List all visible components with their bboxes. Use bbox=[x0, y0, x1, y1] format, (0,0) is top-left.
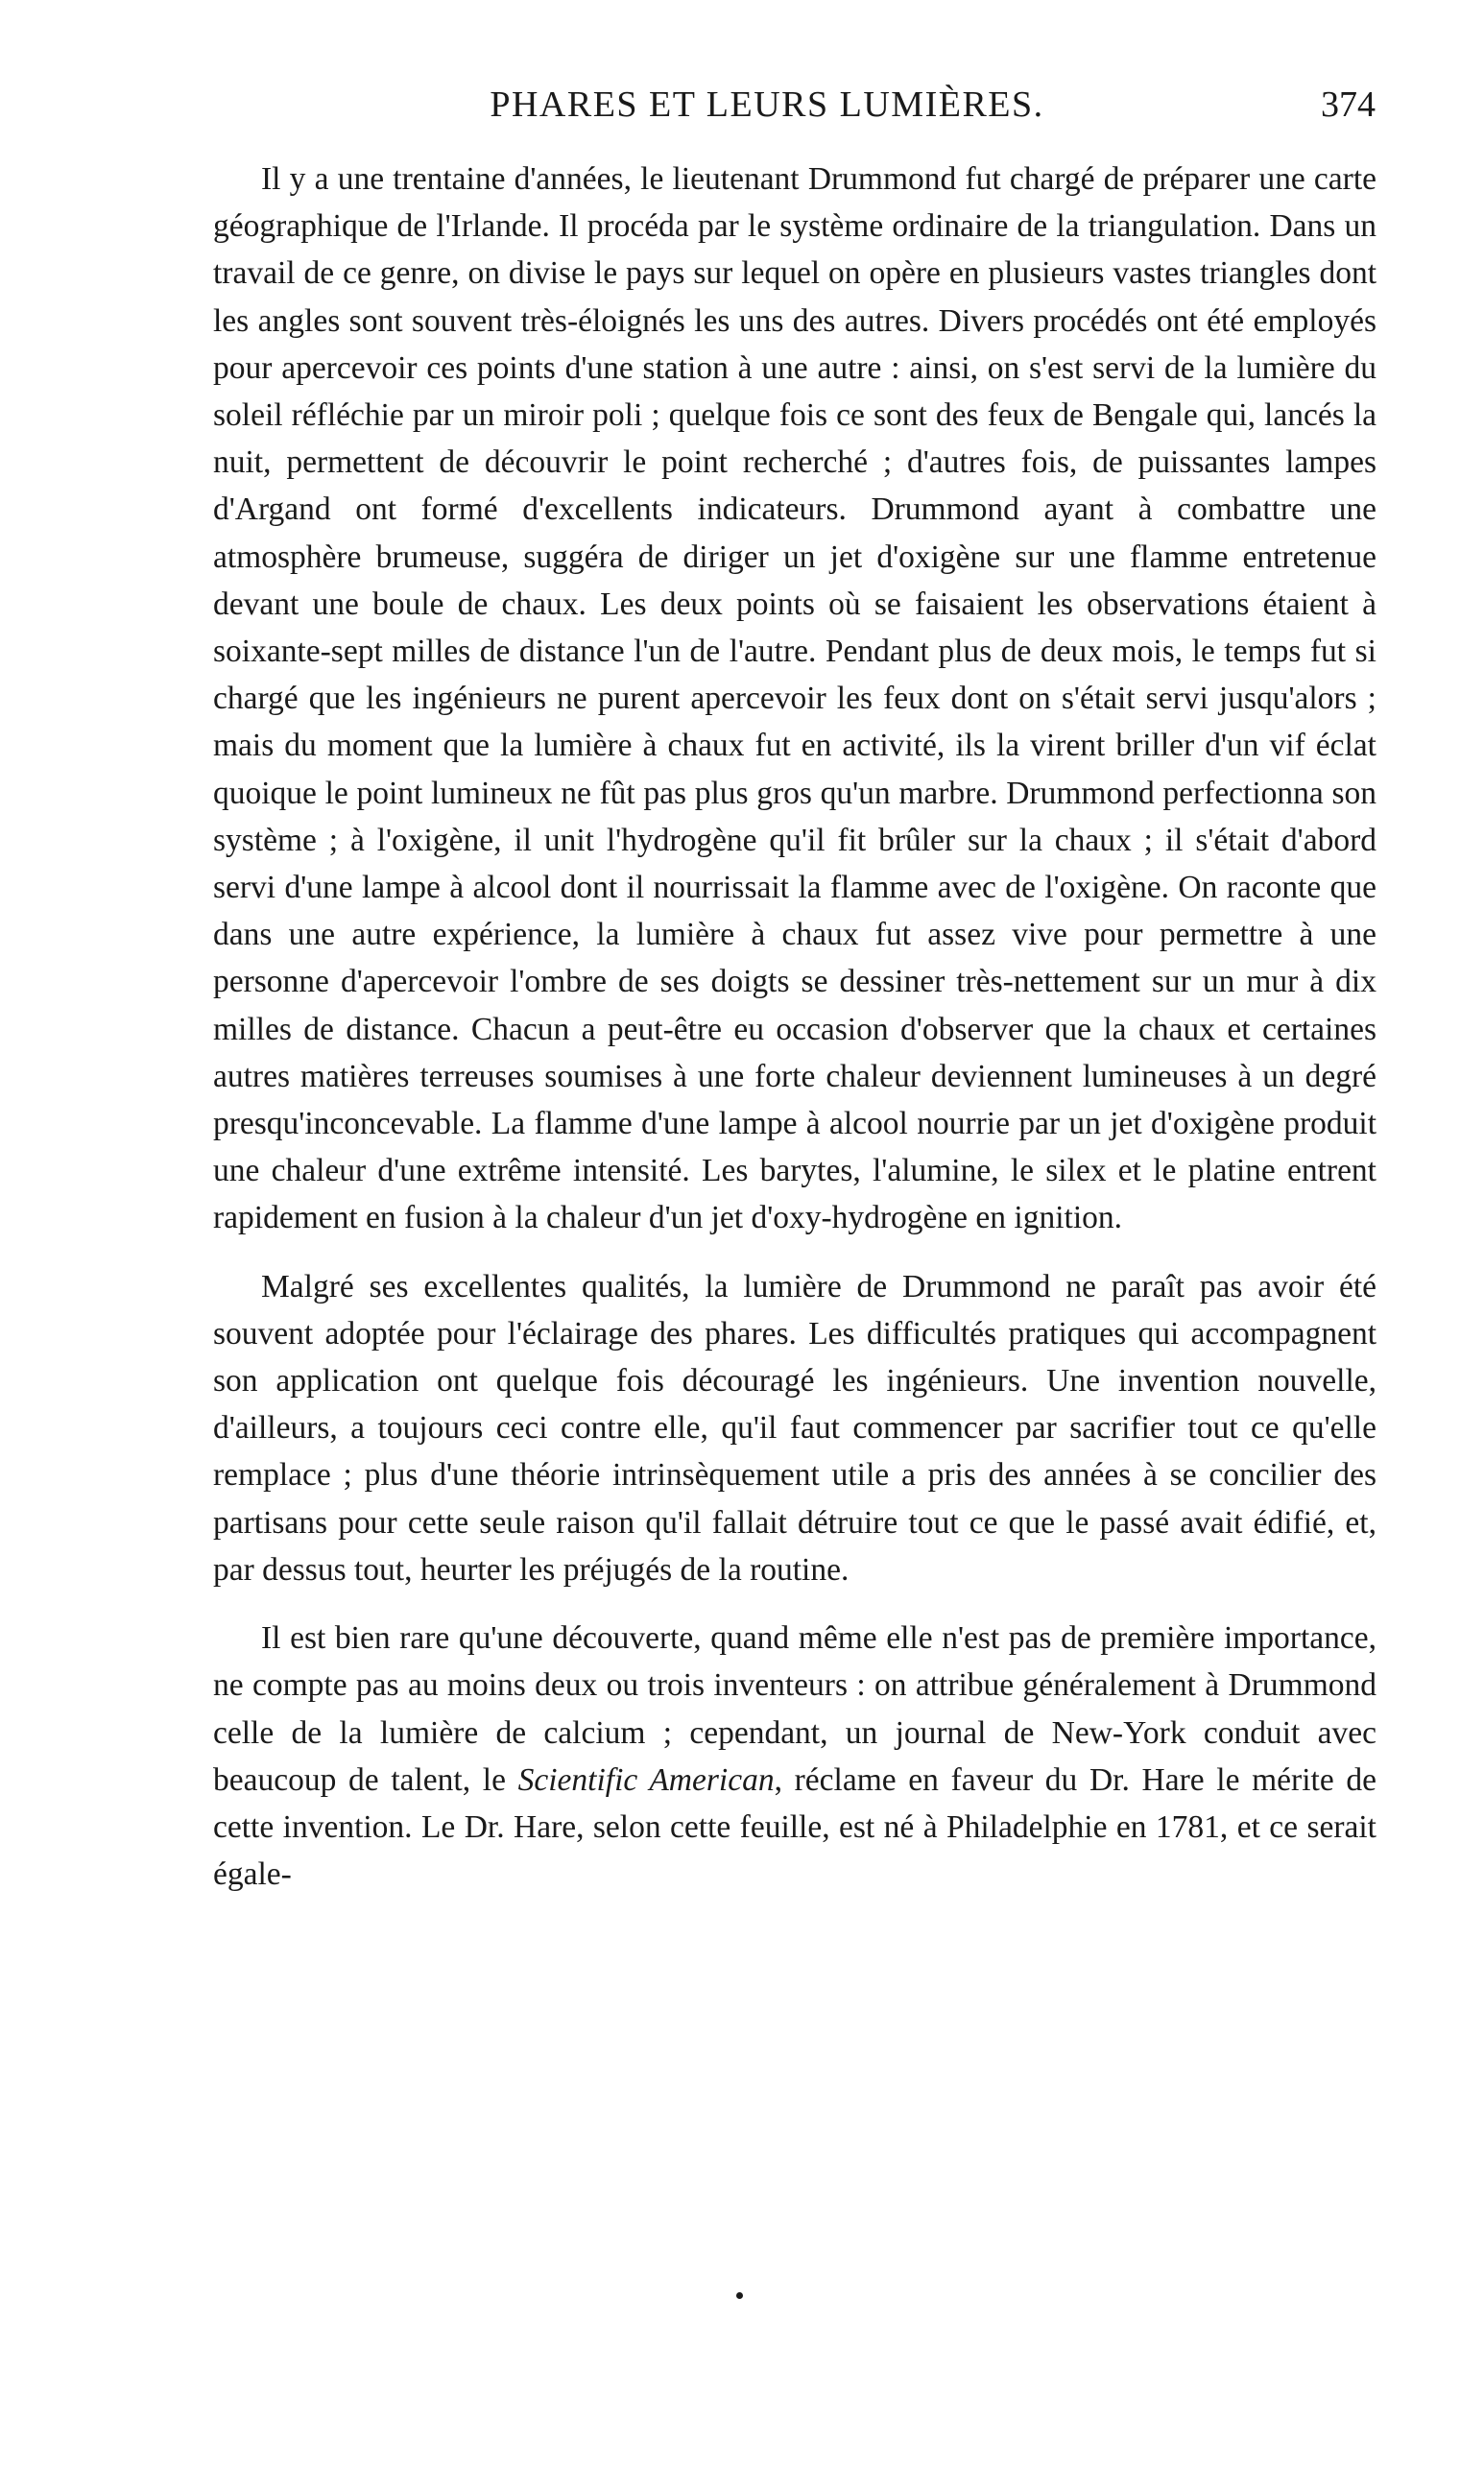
paragraph-1: Il y a une trentaine d'années, le lieutenant Drummond fut chargé de préparer une carte géographique de l'Irlande. Il procéda par le système ordinaire de la triangulation. Dans un travail de ce genre, on divise le pays sur lequel on opère en plusieurs vastes triangles dont les angles sont souvent très-éloignés les uns des autres. Divers procédés ont été employés pour apercevoir ces points d'une station à une autre : ainsi, on s'est servi de la lumière du soleil réfléchie par un miroir poli ; quelque fois ce sont des feux de Bengale qui, lancés la nuit, permettent de découvrir le point recherché ; d'autres fois, de puissantes lampes d'Argand ont formé d'excellents indicateurs. Drummond ayant à combattre une atmosphère brumeuse, suggéra de diriger un jet d'oxigène sur une flamme entretenue devant une boule de chaux. Les deux points où se faisaient les observations étaient à soixante-sept milles de distance l'un de l'autre. Pendant plus de deux mois, le temps fut si chargé que les ingénieurs ne purent apercevoir les feux dont on s'était servi jusqu'alors ; mais du moment que la lumière à chaux fut en activité, ils la virent briller d'un vif éclat quoique le point lumineux ne fût pas plus gros qu'un marbre. Drummond perfectionna son système ; à l'oxigène, il unit l'hydrogène qu'il fit brûler sur la chaux ; il s'était d'abord servi d'une lampe à alcool dont il nourrissait la flamme avec de l'oxigène. On raconte que dans une autre expérience, la lumière à chaux fut assez vive pour permettre à une personne d'apercevoir l'ombre de ses doigts se dessiner très-nettement sur un mur à dix milles de distance. Chacun a peut-être eu occasion d'observer que la chaux et certaines autres matières terreuses soumises à une forte chaleur deviennent lumineuses à un degré presqu'inconcevable. La flamme d'une lampe à alcool nourrie par un jet d'oxigène produit une chaleur d'une extrême intensité. Les barytes, l'alumine, le silex et le platine entrent rapidement en fusion à la chaleur d'un jet d'oxy-hydrogène en ignition. bbox=[213, 161, 1376, 1236]
paragraph-2: Malgré ses excellentes qualités, la lumière de Drummond ne paraît pas avoir été souvent adoptée pour l'éclairage des phares. Les difficultés pratiques qui accompagnent son application ont quelque fois découragé les ingénieurs. Une invention nouvelle, d'ailleurs, a toujours ceci contre elle, qu'il faut commencer par sacrifier tout ce qu'elle remplace ; plus d'une théorie intrinsèquement utile a pris des années à se concilier des partisans pour cette seule raison qu'il fallait détruire tout ce que le passé avait édifié, et, par dessus tout, heurter les préjugés de la routine. bbox=[213, 1268, 1376, 1588]
paragraph-3 bbox=[213, 1615, 1376, 1898]
running-title: PHARES ET LEURS LUMIÈRES. bbox=[490, 84, 1044, 125]
journal-title: Scientific American bbox=[517, 1761, 775, 1798]
page-number: 374 bbox=[1321, 84, 1376, 125]
page-header bbox=[216, 83, 1376, 127]
paragraph-3-text-before: Il est bien rare qu'une découverte, quand même elle n'est pas de première importance, ne compte pas au moins deux ou trois inventeurs : on attribue généralement à Drummond celle de la lumière de calcium ; cependant, un journal de New-York conduit avec beaucoup de talent, le bbox=[213, 1620, 1376, 1798]
body-text bbox=[213, 156, 1376, 1919]
paragraph-3-text-after: , réclame en faveur du Dr. Hare le mérite de cette invention. Le Dr. Hare, selon cette feuille, est né à Philadelphie en 1781, et ce serait égale- bbox=[213, 1761, 1376, 1893]
footer-dot bbox=[736, 2292, 743, 2299]
